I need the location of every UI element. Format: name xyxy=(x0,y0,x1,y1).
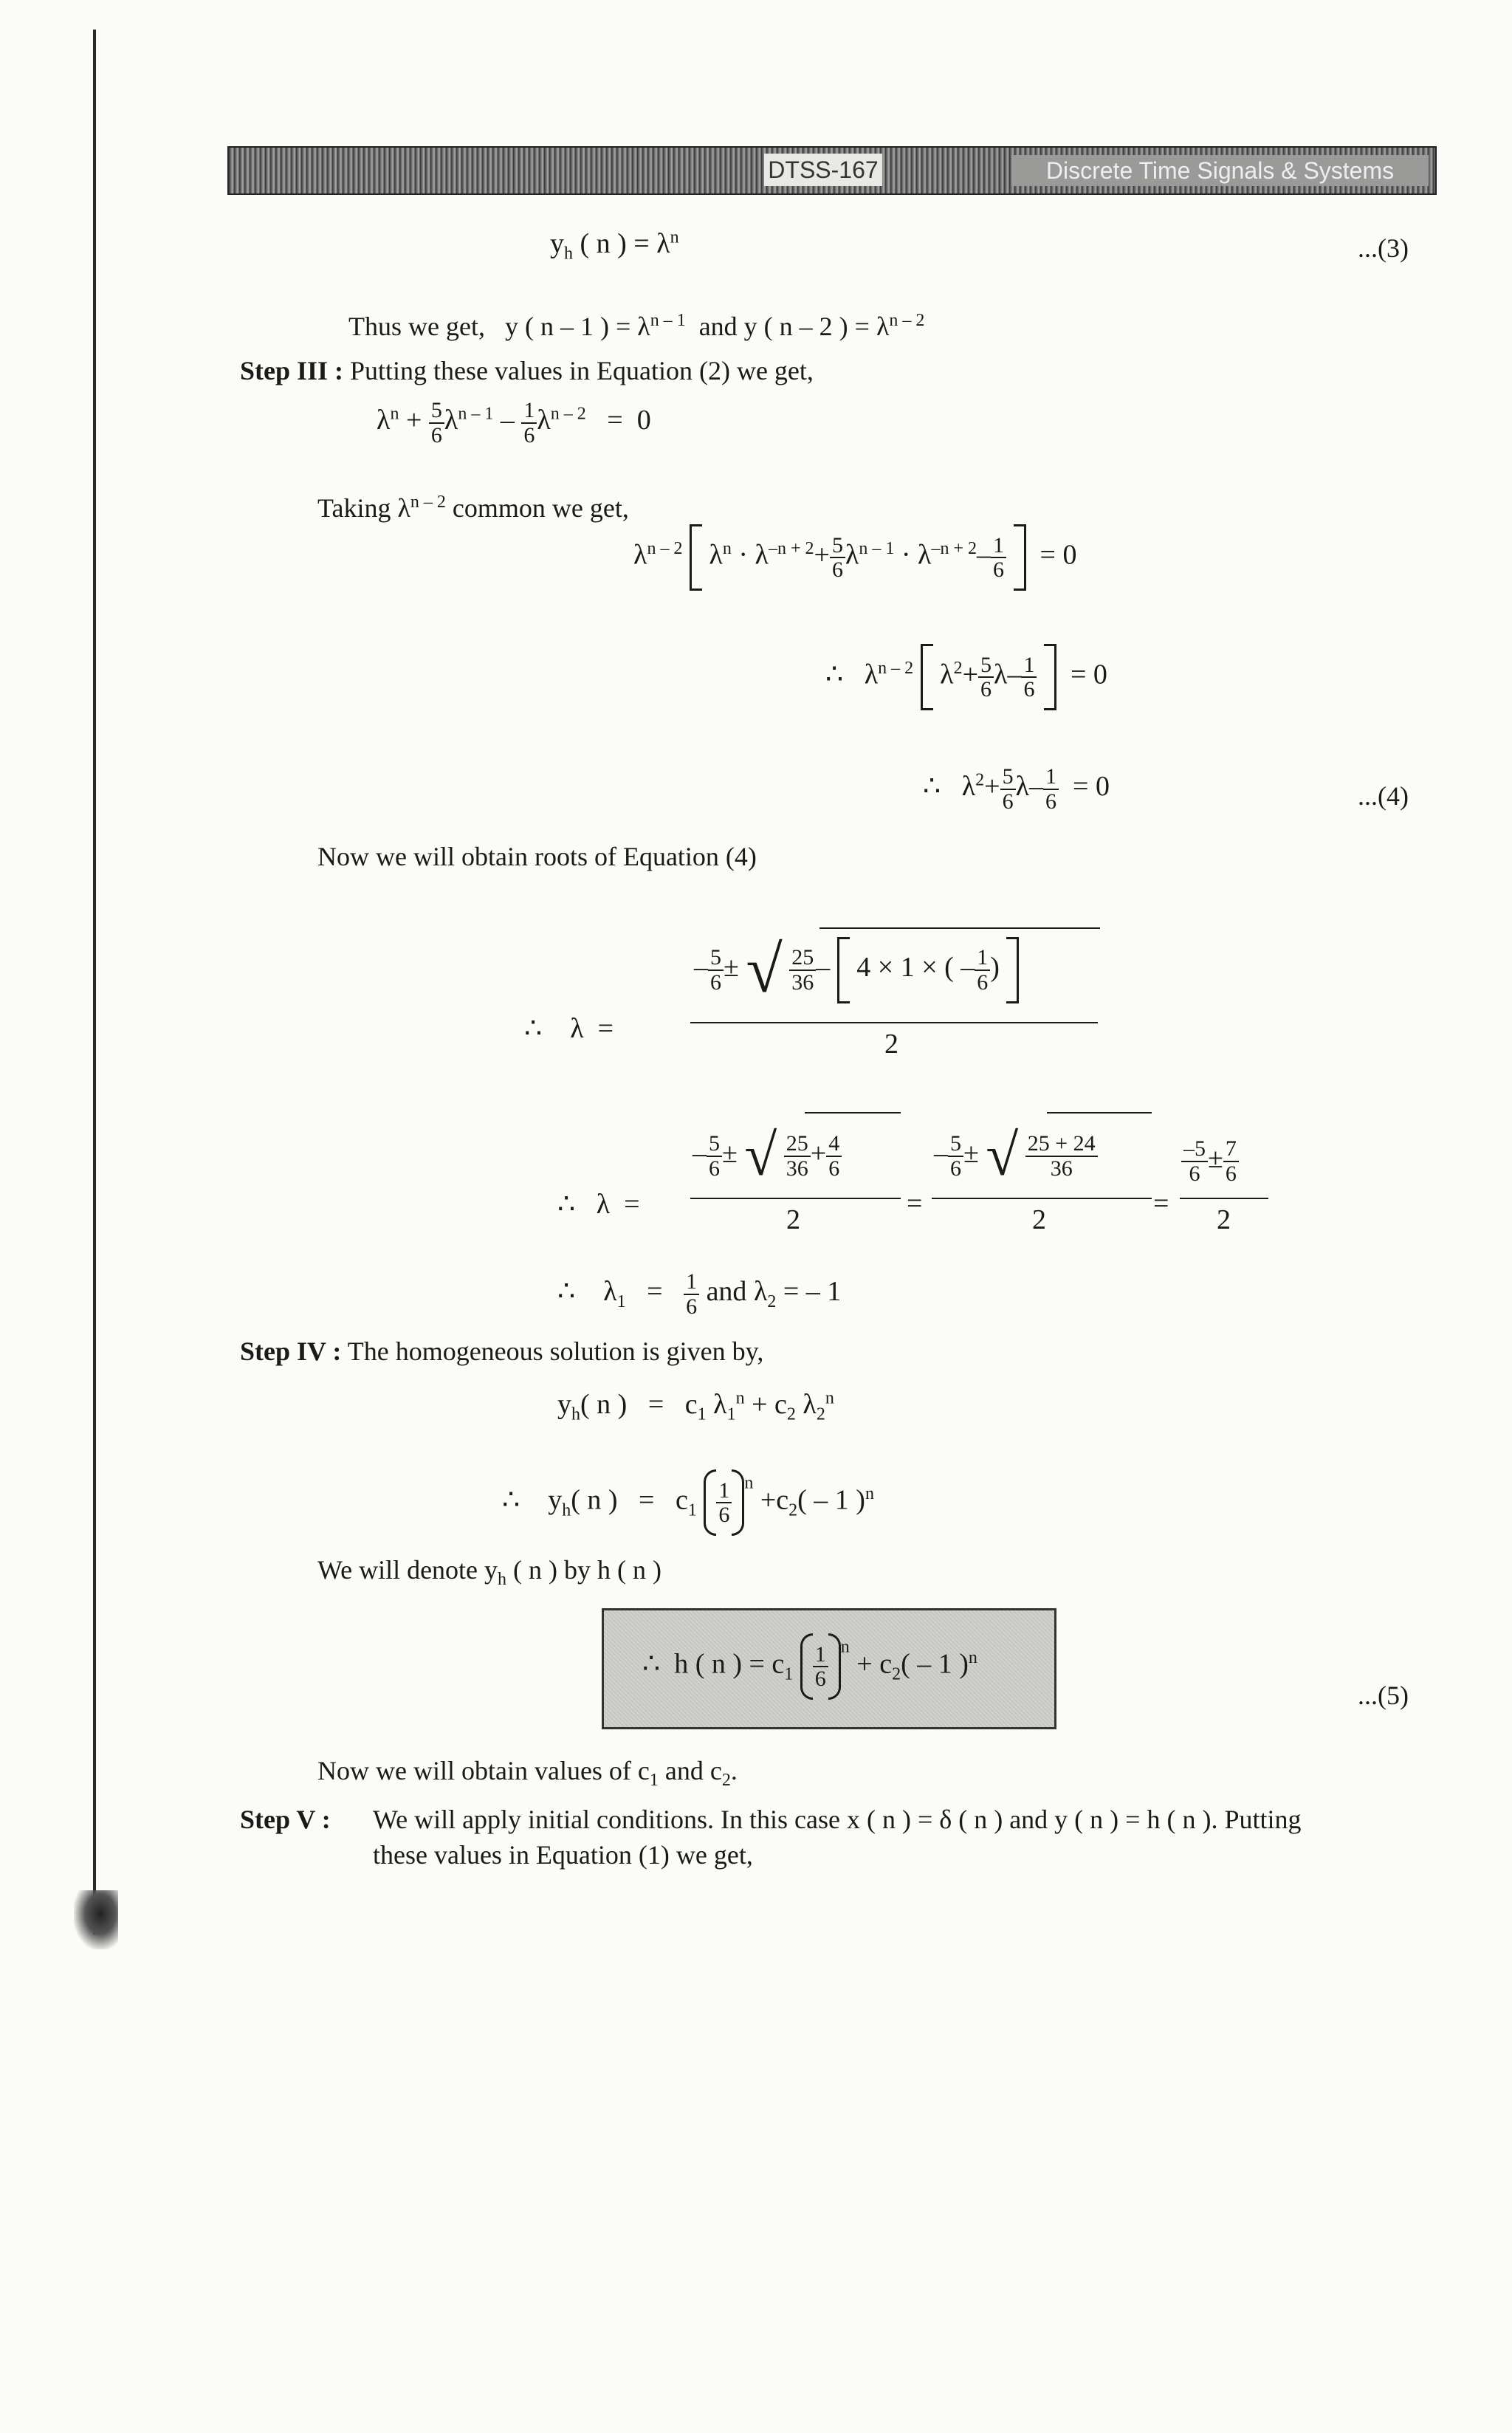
num: 1 xyxy=(521,399,537,424)
sup: n – 2 xyxy=(647,539,683,559)
frac-25-36 xyxy=(789,946,816,994)
sub1: 1 xyxy=(649,1771,659,1791)
denote-line xyxy=(317,1557,662,1588)
homog-sol2 xyxy=(502,1469,874,1536)
q2c-fraction-bar xyxy=(1180,1198,1268,1199)
sqrt-sign: √ xyxy=(986,1123,1019,1188)
step3-line xyxy=(240,357,814,384)
sub: 2 xyxy=(786,1404,796,1424)
den: 6 xyxy=(950,1156,961,1181)
c: c xyxy=(675,1484,688,1516)
eq: = xyxy=(647,1389,664,1420)
frac-1-6 xyxy=(991,534,1006,582)
num: 1 xyxy=(975,946,990,971)
sup: n – 1 xyxy=(859,539,895,559)
sup: n xyxy=(744,1473,754,1493)
num: 5 xyxy=(707,1132,722,1157)
lam: λ xyxy=(994,659,1008,690)
num: 25 xyxy=(789,946,816,971)
thus-expr1: y ( n – 1 ) = λ xyxy=(504,312,650,341)
q2-eq3: = xyxy=(1153,1188,1169,1219)
lam: λ xyxy=(709,539,723,571)
plus: + xyxy=(760,1484,777,1516)
lam: λ xyxy=(1015,771,1029,803)
q2-numB xyxy=(934,1122,1098,1190)
paren-right xyxy=(828,1633,841,1700)
lam: λ xyxy=(753,1276,768,1308)
bracket-left xyxy=(837,937,850,1003)
frac-1-6 xyxy=(716,1479,732,1527)
frac-5-6 xyxy=(429,399,444,447)
frac-5-6 xyxy=(707,1132,722,1180)
paren-right xyxy=(732,1469,744,1536)
minus: – xyxy=(816,952,831,984)
num: 1 xyxy=(813,1643,828,1668)
c: c xyxy=(776,1484,789,1516)
eq: = xyxy=(607,405,623,436)
num: 25 + 24 xyxy=(1025,1132,1098,1157)
y: y xyxy=(548,1484,563,1516)
lam: λ xyxy=(377,405,391,436)
sup: n – 2 xyxy=(550,404,586,424)
taking-line xyxy=(317,493,629,521)
therefore: ∴ xyxy=(502,1484,520,1516)
sup: n xyxy=(390,404,399,424)
frac-5-6 xyxy=(978,653,994,701)
sub: 1 xyxy=(726,1404,736,1424)
bracket-right xyxy=(1006,937,1019,1003)
sup: –n + 2 xyxy=(931,539,977,559)
sub: h xyxy=(571,1404,580,1424)
thus-line xyxy=(348,312,924,340)
den: 6 xyxy=(1189,1161,1200,1186)
paren-left xyxy=(704,1469,716,1536)
frac-7-6 xyxy=(1223,1137,1239,1185)
hn: h ( n ) = c xyxy=(674,1648,785,1680)
frac-1-6 xyxy=(521,399,537,447)
obtain-c-line xyxy=(317,1757,738,1789)
minus: – xyxy=(934,1138,948,1170)
homog-sol xyxy=(557,1388,834,1425)
num: 1 xyxy=(991,534,1006,559)
arg: ( n ) xyxy=(580,1389,628,1420)
therefore: ∴ xyxy=(557,1189,576,1220)
zero: 0 xyxy=(1062,539,1077,571)
lam: λ xyxy=(845,539,859,571)
step4-line xyxy=(240,1338,763,1365)
frac-5-6 xyxy=(708,946,724,994)
sup: n – 2 xyxy=(878,659,914,679)
step3-text: Putting these values in Equation (2) we get, xyxy=(350,356,814,385)
plus-c: + c xyxy=(856,1648,893,1680)
num: 4 xyxy=(826,1132,842,1157)
den: 6 xyxy=(718,1503,730,1527)
sub: 2 xyxy=(892,1664,901,1684)
lam: λ xyxy=(713,1389,727,1420)
minus: – xyxy=(1029,771,1043,803)
num: 5 xyxy=(429,399,444,424)
sub: 2 xyxy=(816,1404,825,1424)
den: 6 xyxy=(709,1156,720,1181)
den: 6 xyxy=(710,970,721,995)
step5-label: Step V : xyxy=(240,1805,331,1834)
denote-sub: h xyxy=(498,1570,507,1590)
lam: λ xyxy=(918,539,932,571)
therefore: ∴ xyxy=(524,1013,543,1044)
lam: λ xyxy=(961,771,976,803)
lam: λ xyxy=(940,659,954,690)
lam: λ xyxy=(444,405,458,436)
sqrt-bar xyxy=(805,1112,901,1113)
eq-step3 xyxy=(377,399,651,447)
sqrt-sign: √ xyxy=(746,933,783,1006)
c: c xyxy=(774,1389,787,1420)
taking-rest: common we get, xyxy=(452,493,629,523)
den: 6 xyxy=(1023,677,1035,701)
four-x-one: 4 × 1 × ( – xyxy=(856,952,975,984)
den: 6 xyxy=(814,1667,826,1691)
num: 5 xyxy=(830,534,845,559)
sqrt-sign: √ xyxy=(744,1123,777,1188)
arg: ( n ) xyxy=(571,1484,618,1516)
minus: – xyxy=(977,539,992,571)
eq: = xyxy=(624,1189,640,1220)
bracket-right xyxy=(1014,524,1026,591)
close-paren: ) xyxy=(990,952,1000,984)
q1-numerator xyxy=(694,932,1019,1008)
den: 6 xyxy=(977,970,989,995)
thus-sup2: n – 2 xyxy=(889,311,925,330)
binding-smudge xyxy=(74,1890,118,1949)
sup: n xyxy=(825,1388,834,1408)
den: 6 xyxy=(1045,789,1056,814)
sub: 1 xyxy=(784,1664,794,1684)
frac-5-6 xyxy=(1000,765,1016,813)
eq3-y: y xyxy=(550,228,564,259)
lam: λ xyxy=(570,1013,584,1044)
q1-fraction-bar xyxy=(690,1022,1098,1023)
q2-eq2: = xyxy=(907,1188,923,1219)
sup: n – 1 xyxy=(458,404,494,424)
den: 36 xyxy=(791,970,814,995)
sup: n xyxy=(722,539,732,559)
eq-factor xyxy=(633,524,1076,591)
neg1: ( – 1 ) xyxy=(797,1484,865,1516)
sqrt-bar xyxy=(1047,1112,1152,1113)
q2-numA xyxy=(693,1122,842,1190)
header-title: Discrete Time Signals & Systems xyxy=(1011,155,1429,186)
eq: = xyxy=(1070,659,1087,690)
q2b-fraction-bar xyxy=(932,1198,1152,1199)
lam: λ xyxy=(803,1389,817,1420)
plus: + xyxy=(984,771,1000,803)
step5-text2: these values in Equation (1) we get, xyxy=(373,1840,753,1870)
and: and xyxy=(706,1276,747,1308)
paren-left xyxy=(800,1633,813,1700)
sup: 2 xyxy=(953,659,963,679)
taking-text: Taking λ xyxy=(317,493,410,523)
therefore: ∴ xyxy=(557,1276,576,1308)
step4-text: The homogeneous solution is given by, xyxy=(347,1336,764,1366)
q2c-denominator: 2 xyxy=(1217,1204,1231,1235)
sub: 2 xyxy=(767,1291,777,1311)
step5-text1: We will apply initial conditions. In this case x ( n ) = δ ( n ) and y ( n ) = h ( n ). Putting xyxy=(373,1805,1302,1834)
binding-edge xyxy=(93,30,96,1935)
roots-line: Now we will obtain roots of Equation (4) xyxy=(317,842,757,871)
num: 5 xyxy=(1000,765,1016,790)
bracket-left xyxy=(921,644,933,710)
den: 6 xyxy=(980,677,992,701)
dot: · xyxy=(901,539,911,571)
denote-text: We will denote y xyxy=(317,1555,498,1585)
num: 1 xyxy=(1021,653,1037,679)
thus-expr2: and y ( n – 2 ) = λ xyxy=(698,312,890,341)
step4-label: Step IV : xyxy=(240,1336,342,1366)
frac-neg5-6 xyxy=(1181,1137,1208,1185)
num: –5 xyxy=(1181,1137,1208,1162)
pm: ± xyxy=(724,952,739,984)
minus: – xyxy=(693,1138,707,1170)
therefore-q1 xyxy=(524,1012,614,1045)
den: 6 xyxy=(828,1156,840,1181)
eq3-number: ...(3) xyxy=(1358,233,1409,263)
thus-text: Thus we get, xyxy=(348,312,485,341)
bracket-right xyxy=(1044,644,1056,710)
zero: 0 xyxy=(636,405,651,436)
eq: = xyxy=(1040,539,1056,571)
eq3-sup: n xyxy=(670,227,679,247)
num: 5 xyxy=(978,653,994,679)
eq: = xyxy=(597,1013,614,1044)
boxed-equation xyxy=(642,1633,977,1700)
den: 36 xyxy=(1050,1156,1073,1181)
pm: ± xyxy=(1208,1143,1223,1175)
q2b-denominator: 2 xyxy=(1032,1204,1046,1235)
y: y xyxy=(557,1389,571,1420)
eq: = xyxy=(639,1484,655,1516)
zero: 0 xyxy=(1095,771,1110,803)
frac-1-6 xyxy=(1021,653,1037,701)
frac-5-6 xyxy=(948,1132,963,1180)
taking-sup: n – 2 xyxy=(410,493,446,512)
num: 5 xyxy=(708,946,724,971)
num: 5 xyxy=(948,1132,963,1157)
num: 7 xyxy=(1223,1137,1239,1162)
roots-result xyxy=(557,1270,841,1318)
sup: –n + 2 xyxy=(768,539,814,559)
frac-25-36 xyxy=(784,1132,811,1180)
frac-1-6 xyxy=(975,946,990,994)
frac-1-6 xyxy=(684,1270,699,1318)
sub: h xyxy=(562,1500,571,1520)
rhs: = – 1 xyxy=(783,1276,842,1308)
eq: = xyxy=(647,1276,663,1308)
den: 6 xyxy=(993,557,1005,582)
sup: n xyxy=(735,1388,745,1408)
frac-1-6 xyxy=(1043,765,1059,813)
den: 6 xyxy=(1225,1161,1237,1186)
therefore: ∴ xyxy=(642,1648,661,1680)
period: . xyxy=(730,1756,738,1785)
q2a-denominator: 2 xyxy=(786,1204,800,1235)
and-c: and c xyxy=(664,1756,722,1785)
pm: ± xyxy=(722,1138,738,1170)
eq: = xyxy=(1073,771,1089,803)
num: 1 xyxy=(716,1479,732,1504)
sub: 1 xyxy=(616,1291,626,1311)
plus: + xyxy=(810,1138,827,1170)
zero: 0 xyxy=(1093,659,1107,690)
eq5-number: ...(5) xyxy=(1358,1681,1409,1710)
thus-sup1: n – 1 xyxy=(650,311,686,330)
plus: + xyxy=(752,1389,768,1420)
lam: λ xyxy=(755,539,769,571)
den: 6 xyxy=(523,422,535,447)
frac-49-36 xyxy=(1025,1132,1098,1180)
therefore-q2 xyxy=(557,1187,640,1221)
eq3 xyxy=(550,227,679,264)
plus: + xyxy=(962,659,978,690)
lam: λ xyxy=(603,1276,617,1308)
num: 25 xyxy=(784,1132,811,1157)
num: 1 xyxy=(1043,765,1059,790)
sub: 1 xyxy=(687,1500,697,1520)
frac-1-6 xyxy=(813,1643,828,1691)
plus: + xyxy=(405,405,422,436)
denote-rest: ( n ) by h ( n ) xyxy=(513,1555,662,1585)
step3-label: Step III : xyxy=(240,356,344,385)
eq-factor2 xyxy=(825,644,1107,710)
num: 1 xyxy=(684,1270,699,1295)
q2-numC xyxy=(1181,1137,1239,1185)
dot: · xyxy=(738,539,749,571)
lam: λ xyxy=(633,539,647,571)
frac-4-6 xyxy=(826,1132,842,1180)
den: 6 xyxy=(686,1294,698,1319)
den: 36 xyxy=(786,1156,808,1181)
c: c xyxy=(684,1389,698,1420)
sup: n xyxy=(840,1637,850,1657)
q1-denominator: 2 xyxy=(884,1029,898,1060)
minus: – xyxy=(1007,659,1022,690)
minus: – xyxy=(500,405,515,436)
q2a-fraction-bar xyxy=(690,1198,901,1199)
obtain-text: Now we will obtain values of c xyxy=(317,1756,650,1785)
eq3-sub: h xyxy=(564,244,573,264)
eq4-number: ...(4) xyxy=(1358,781,1409,811)
sub: 2 xyxy=(788,1500,798,1520)
minus: – xyxy=(694,952,708,984)
bracket-left xyxy=(690,524,702,591)
header-code: DTSS-167 xyxy=(764,154,882,186)
frac-5-6 xyxy=(830,534,845,582)
sub: 1 xyxy=(697,1404,707,1424)
sup: 2 xyxy=(975,770,985,790)
lam: λ xyxy=(864,659,879,690)
eq4 xyxy=(923,765,1110,813)
therefore: ∴ xyxy=(923,771,941,803)
lam: λ xyxy=(537,405,551,436)
den: 6 xyxy=(430,422,442,447)
den: 6 xyxy=(831,557,843,582)
sup: n xyxy=(865,1484,874,1504)
lam: λ xyxy=(596,1189,611,1220)
sub2: 2 xyxy=(721,1771,731,1791)
pm: ± xyxy=(963,1138,979,1170)
den: 6 xyxy=(1002,789,1014,814)
neg1: ( – 1 ) xyxy=(901,1648,969,1680)
sup: n xyxy=(968,1648,977,1668)
sqrt-bar xyxy=(819,927,1100,929)
eq3-rhs: ( n ) = λ xyxy=(580,228,670,259)
plus: + xyxy=(814,539,830,571)
therefore: ∴ xyxy=(825,659,844,690)
